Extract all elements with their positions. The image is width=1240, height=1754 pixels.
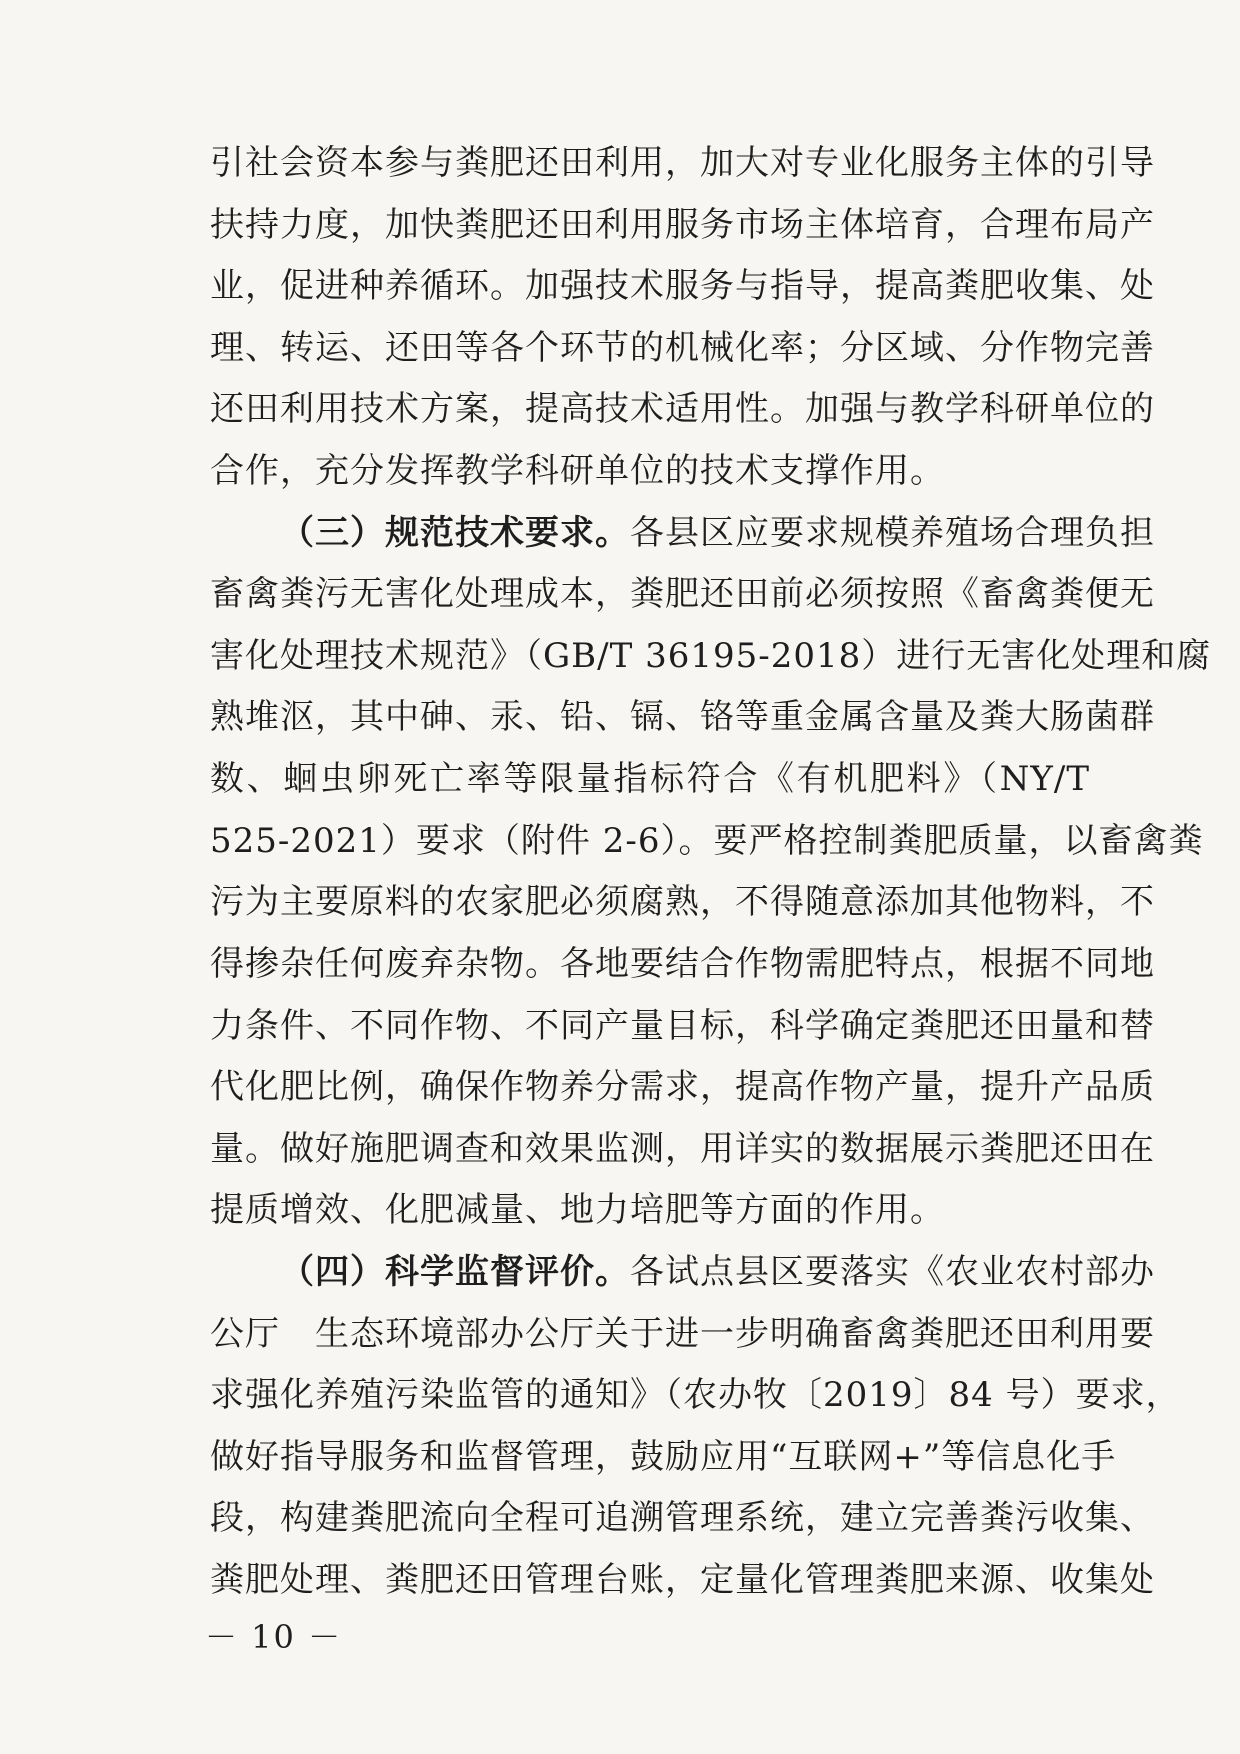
text-line: 熟堆沤，其中砷、汞、铅、镉、铬等重金属含量及粪大肠菌群: [210, 697, 1155, 737]
text-line: 扶持力度，加快粪肥还田利用服务市场主体培育，合理布局产: [210, 205, 1155, 245]
text-line: 业，促进种养循环。加强技术服务与指导，提高粪肥收集、处: [210, 266, 1155, 306]
heading-following-text: 各试点县区要落实《农业农村部办: [630, 1252, 1155, 1292]
text-line: 段，构建粪肥流向全程可追溯管理系统，建立完善粪污收集、: [210, 1498, 1155, 1538]
text-line: 引社会资本参与粪肥还田利用，加大对专业化服务主体的引导: [210, 143, 1155, 183]
text-line: 数、蛔虫卵死亡率等限量指标符合《有机肥料》（NY/T: [210, 759, 1090, 799]
text-line: 公厅 生态环境部办公厅关于进一步明确畜禽粪肥还田利用要: [210, 1314, 1155, 1354]
section-heading: （三）规范技术要求。: [280, 513, 630, 553]
text-line: 还田利用技术方案，提高技术适用性。加强与教学科研单位的: [210, 389, 1155, 429]
text-line: 做好指导服务和监督管理，鼓励应用“互联网+”等信息化手: [210, 1437, 1117, 1477]
section-heading: （四）科学监督评价。: [280, 1252, 630, 1292]
page-number: － 10 －: [205, 1618, 343, 1656]
text-line: 力条件、不同作物、不同产量目标，科学确定粪肥还田量和替: [210, 1006, 1155, 1046]
text-line: 畜禽粪污无害化处理成本，粪肥还田前必须按照《畜禽粪便无: [210, 574, 1155, 614]
text-line: 得掺杂任何废弃杂物。各地要结合作物需肥特点，根据不同地: [210, 944, 1155, 984]
text-line: 粪肥处理、粪肥还田管理台账，定量化管理粪肥来源、收集处: [210, 1560, 1155, 1600]
paragraph-first-line: [280, 1252, 1155, 1292]
heading-following-text: 各县区应要求规模养殖场合理负担: [630, 513, 1155, 553]
text-line: 代化肥比例，确保作物养分需求，提高作物产量，提升产品质: [210, 1067, 1155, 1107]
text-line: 525-2021）要求（附件 2-6）。要严格控制粪肥质量，以畜禽粪: [210, 821, 1204, 861]
paragraph-first-line: [280, 513, 1155, 553]
text-line: 合作，充分发挥教学科研单位的技术支撑作用。: [210, 451, 945, 491]
text-line: 提质增效、化肥减量、地力培肥等方面的作用。: [210, 1190, 945, 1230]
text-line: 理、转运、还田等各个环节的机械化率；分区域、分作物完善: [210, 328, 1155, 368]
text-line: 污为主要原料的农家肥必须腐熟，不得随意添加其他物料，不: [210, 882, 1155, 922]
text-line: 求强化养殖污染监管的通知》（农办牧〔2019〕84 号）要求，: [210, 1375, 1181, 1415]
text-line: 害化处理技术规范》（GB/T 36195-2018）进行无害化处理和腐: [210, 636, 1212, 676]
text-line: 量。做好施肥调查和效果监测，用详实的数据展示粪肥还田在: [210, 1129, 1155, 1169]
